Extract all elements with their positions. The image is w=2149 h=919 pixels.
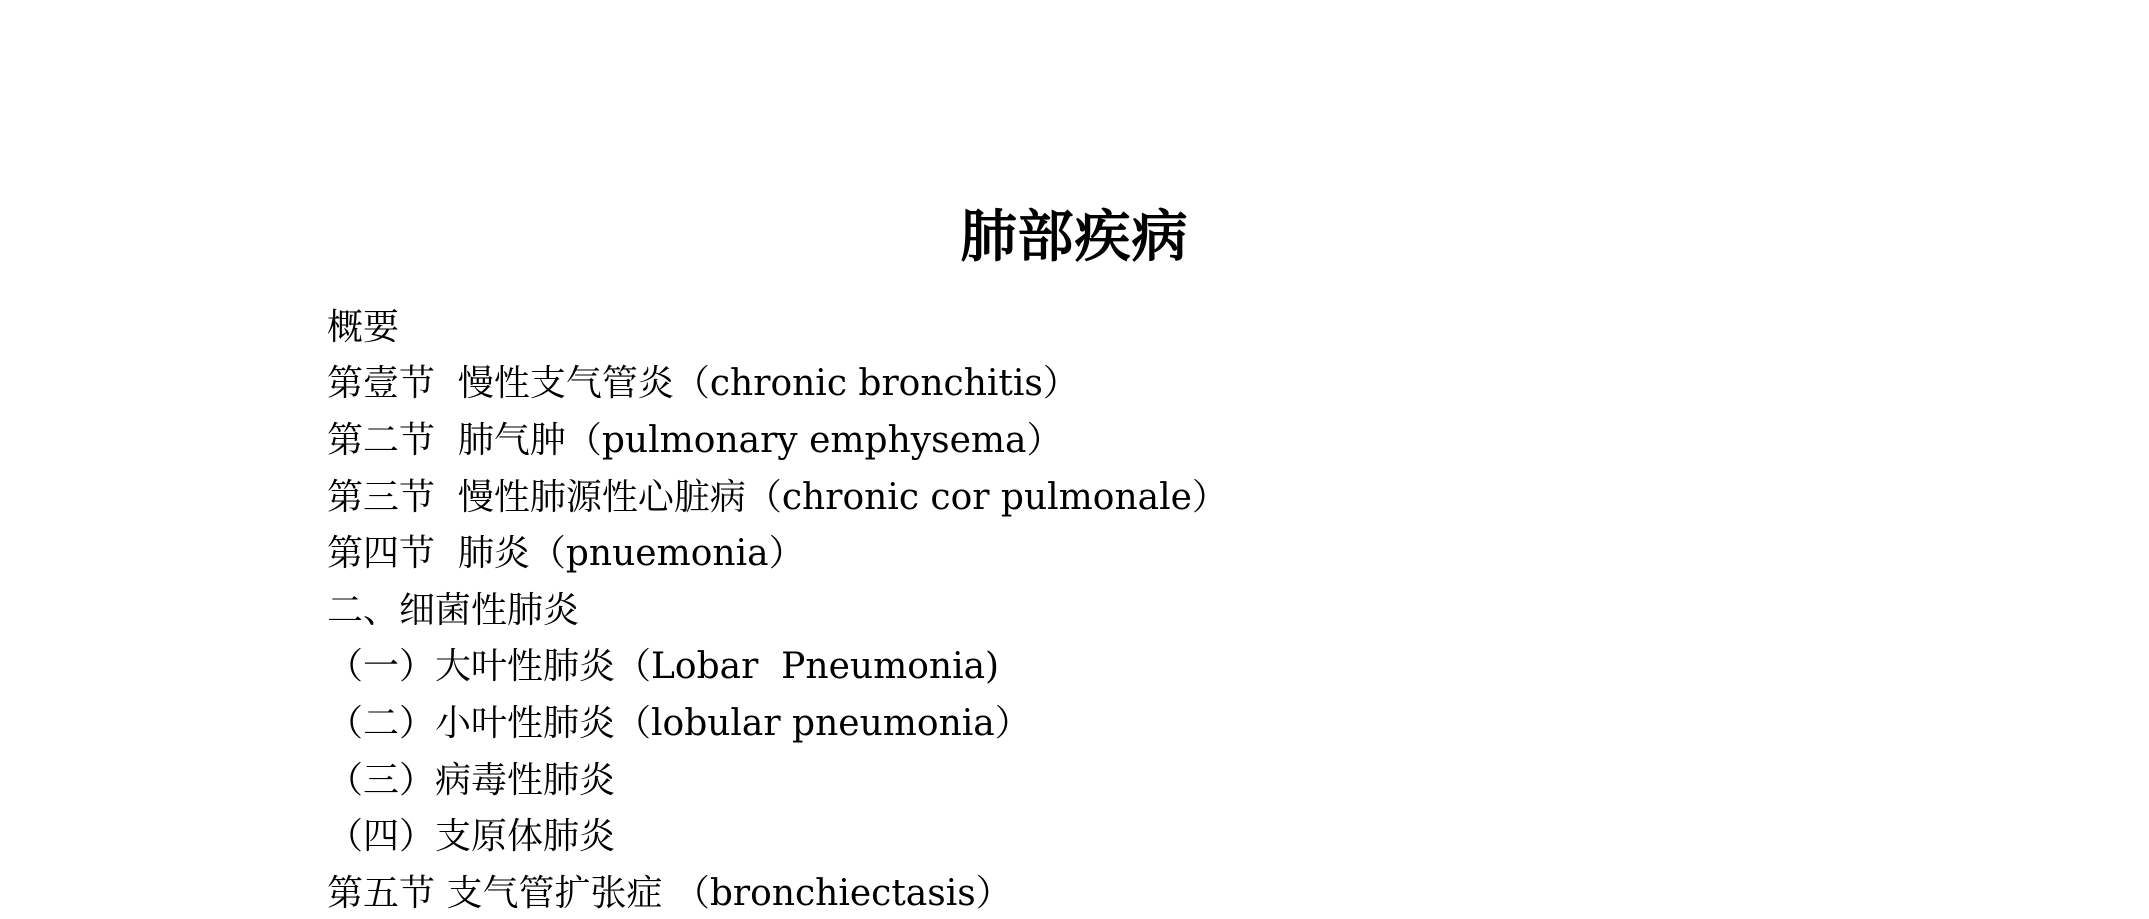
toc-item-section-2 (327, 409, 2027, 466)
toc-item-section-5 (327, 862, 2027, 919)
toc-item-text: 第四节 肺炎（pnuemonia） (327, 533, 805, 575)
toc-item-text: 概要 (327, 306, 400, 348)
toc-item-text: （二）小叶性肺炎（lobular pneumonia） (327, 702, 1031, 744)
toc-item-subsection-bacterial (327, 579, 2027, 636)
toc-item-subsection-3 (327, 749, 2027, 806)
toc-item-text: （三）病毒性肺炎 (327, 759, 616, 801)
toc-item-text: 二、细菌性肺炎 (327, 589, 580, 631)
toc-item-text: 第二节 肺气肿（pulmonary emphysema） (327, 419, 1063, 461)
toc-item-text: 第五节 支气管扩张症 （bronchiectasis） (327, 872, 1012, 914)
toc-item-text: 第三节 慢性肺源性心脏病（chronic cor pulmonale） (327, 476, 1228, 518)
toc-item-text: （四）支原体肺炎 (327, 816, 616, 858)
toc-item-subsection-1 (327, 636, 2027, 693)
toc-item-section-4 (327, 522, 2027, 579)
toc-item-overview (327, 296, 2027, 353)
toc-item-text: （一）大叶性肺炎（Lobar Pneumonia) (327, 646, 1000, 688)
toc-item-subsection-4 (327, 805, 2027, 862)
toc-item-section-1 (327, 353, 2027, 410)
table-of-contents (327, 296, 2027, 919)
page-title: 肺部疾病 (960, 205, 1189, 270)
toc-item-section-3 (327, 466, 2027, 523)
toc-item-subsection-2 (327, 692, 2027, 749)
toc-item-text: 第壹节 慢性支气管炎（chronic bronchitis） (327, 363, 1079, 405)
